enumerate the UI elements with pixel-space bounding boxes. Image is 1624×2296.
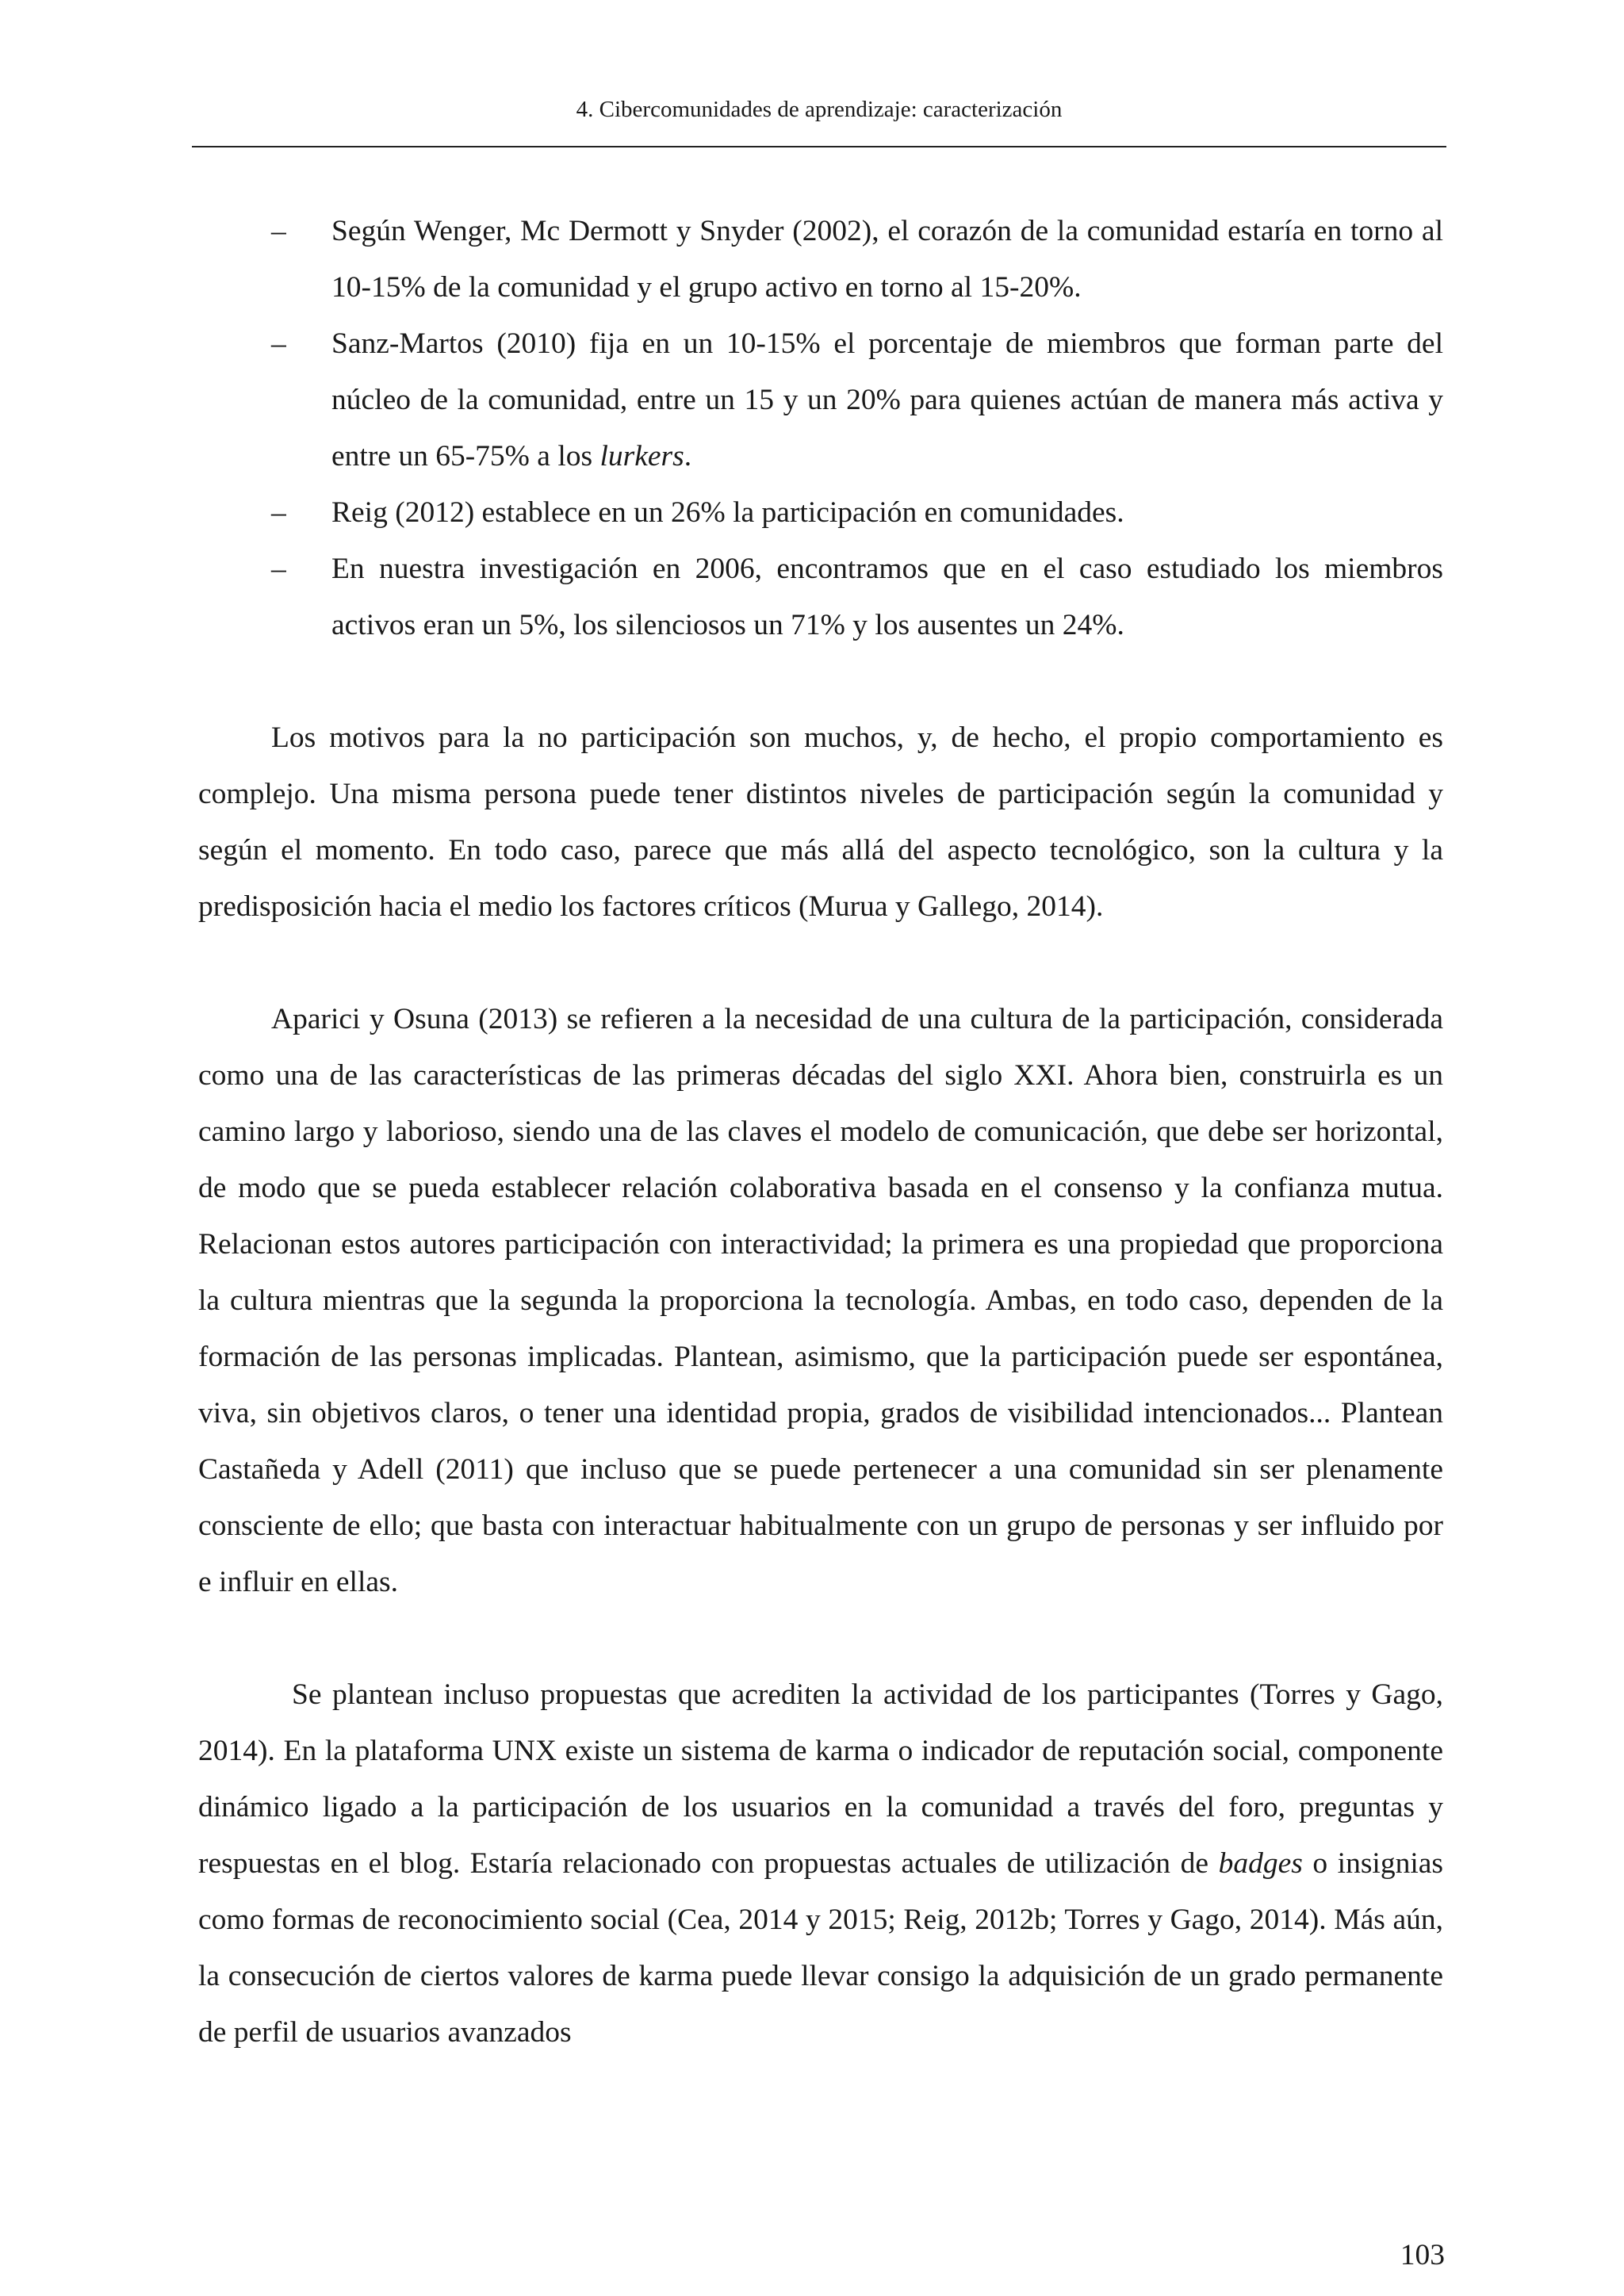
list-item (198, 541, 1443, 653)
list-item-text-after: . (684, 440, 692, 473)
dash-bullet: – (271, 496, 286, 529)
page-number: 103 (1400, 2239, 1445, 2271)
list-item (198, 203, 1443, 316)
bullet-list (198, 203, 1443, 653)
list-item-text (331, 327, 1443, 473)
list-item-text: En nuestra investigación en 2006, encontramos que en el caso estudiado los miembros activos eran un 5%, los silenciosos un 71% y los ausentes un 24%. (331, 553, 1443, 641)
header-rule (192, 146, 1446, 147)
italic-term: badges (1218, 1847, 1303, 1880)
list-item-text-before: Sanz-Martos (2010) fija en un 10-15% el porcentaje de miembros que forman parte del núcleo de la comunidad, entre un 15 y un 20% para quienes actúan de manera más activa y entre un 65-75% a los (331, 327, 1443, 473)
paragraph-karma-system (198, 1667, 1443, 2061)
body-text (198, 203, 1443, 2061)
list-item (198, 316, 1443, 484)
paragraph-text-after: o insignias como formas de reconocimiento social (Cea, 2014 y 2015; Reig, 2012b; Torres y Gago, 2014). Más aún, la consecución de ciertos valores de karma puede llevar consigo la adquisición de un grado permanente de perfil de usuarios avanzados (198, 1847, 1443, 2049)
paragraph-participation-culture: Aparici y Osuna (2013) se refieren a la necesidad de una cultura de la participación, considerada como una de las características de las primeras décadas del siglo XXI. Ahora bien, construirla es un camino largo y laborioso, siendo una de las claves el modelo de comunicación, que debe ser horizontal, de modo que se pueda establecer relación colaborativa basada en el consenso y la confianza mutua. Relacionan estos autores participación con interactividad; la primera es una propiedad que proporciona la cultura mientras que la segunda la proporciona la tecnología. Ambas, en todo caso, dependen de la formación de las personas implicadas. Plantean, asimismo, que la participación puede ser espontánea, viva, sin objetivos claros, o tener una identidad propia, grados de visibilidad intencionados... Plantean Castañeda y Adell (2011) que incluso que se puede pertenecer a una comunidad sin ser plenamente consciente de ello; que basta con interactuar habitualmente con un grupo de personas y ser influido por e influir en ellas. (198, 1003, 1443, 1598)
dash-bullet: – (271, 215, 286, 247)
list-item (198, 484, 1443, 541)
running-header: 4. Cibercomunidades de aprendizaje: caracterización (576, 97, 1063, 122)
paragraph-text-before: Se plantean incluso propuestas que acrediten la actividad de los participantes (Torres y Gago, 2014). En la plataforma UNX existe un sistema de karma o indicador de reputación social, componente dinámico ligado a la participación de los usuarios en la comunidad a través del foro, preguntas y respuestas en el blog. Estaría relacionado con propuestas actuales de utilización de (198, 1678, 1443, 1880)
dash-bullet: – (271, 553, 286, 585)
list-item-text: Reig (2012) establece en un 26% la participación en comunidades. (331, 496, 1124, 529)
paragraph-participation-motives: Los motivos para la no participación son muchos, y, de hecho, el propio comportamiento es complejo. Una misma persona puede tener distintos niveles de participación según la comunidad y según el momento. En todo caso, parece que más allá del aspecto tecnológico, son la cultura y la predisposición hacia el medio los factores críticos (Murua y Gallego, 2014). (198, 721, 1443, 923)
italic-term: lurkers (599, 440, 684, 473)
dash-bullet: – (271, 327, 286, 360)
list-item-text: Según Wenger, Mc Dermott y Snyder (2002), el corazón de la comunidad estaría en torno al 10-15% de la comunidad y el grupo activo en torno al 15-20%. (331, 215, 1443, 304)
